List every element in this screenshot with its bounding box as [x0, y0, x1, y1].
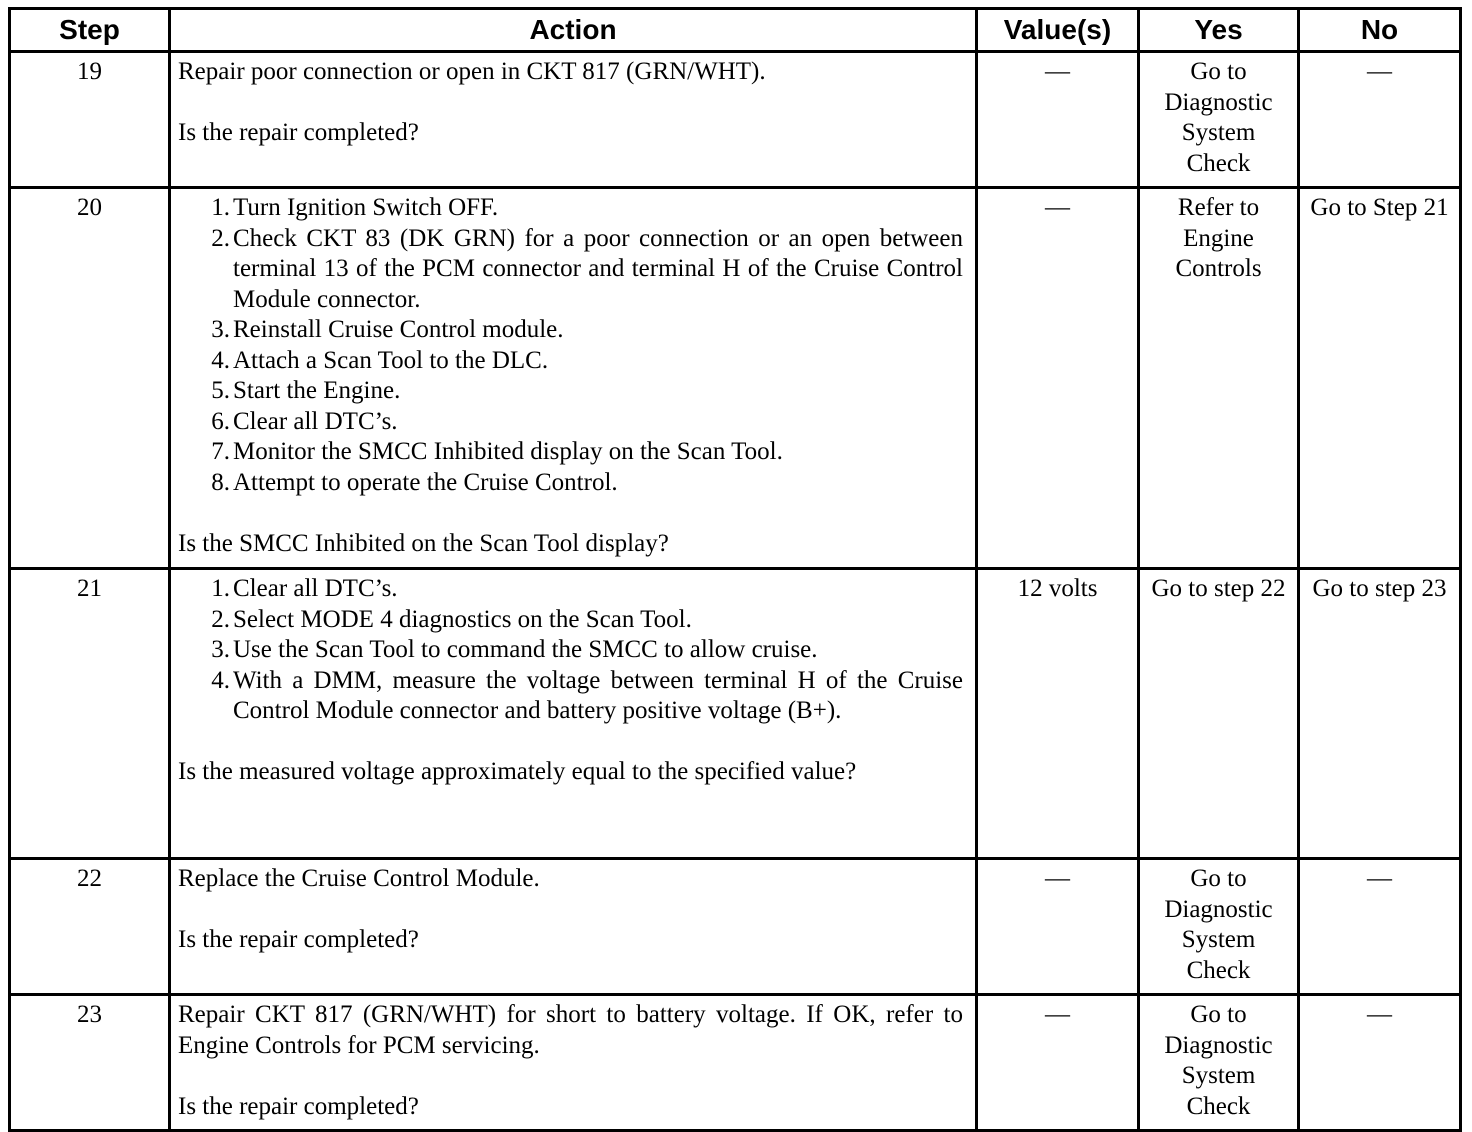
value-cell: 12 volts — [977, 569, 1139, 859]
action-steps — [178, 193, 963, 498]
header-yes: Yes — [1139, 9, 1299, 52]
value-cell: — — [977, 52, 1139, 188]
step-index: 8. — [211, 468, 230, 496]
action-step — [178, 605, 963, 636]
header-no: No — [1299, 9, 1461, 52]
action-step — [178, 376, 963, 407]
step-text: Attach a Scan Tool to the DLC. — [233, 346, 549, 374]
action-step — [178, 407, 963, 438]
step-text: Start the Engine. — [233, 377, 401, 404]
yes-cell: Refer to Engine Controls — [1139, 188, 1299, 569]
no-cell: Go to Step 21 — [1299, 188, 1461, 569]
step-text: Check CKT 83 (DK GRN) for a poor connection or an open between terminal 13 of the PCM connector and terminal H of the Cruise Control Module connector. — [233, 224, 963, 313]
step-number: 19 — [10, 52, 170, 188]
step-index: 7. — [211, 438, 230, 465]
yes-cell: Go to Diagnostic System Check — [1139, 52, 1299, 188]
table-row — [10, 569, 1461, 859]
step-text: Monitor the SMCC Inhibited display on the Scan Tool. — [233, 438, 783, 465]
step-index: 4. — [211, 666, 230, 694]
step-text: Clear all DTC’s. — [233, 575, 398, 602]
action-step — [178, 193, 963, 224]
action-step — [178, 437, 963, 468]
step-text: Select MODE 4 diagnostics on the Scan Tool. — [233, 605, 692, 633]
action-step — [178, 346, 963, 377]
diagnostic-table — [8, 7, 1462, 1132]
step-index: 1. — [211, 194, 230, 221]
step-index: 1. — [211, 575, 230, 602]
step-index: 5. — [211, 377, 230, 404]
header-action: Action — [170, 9, 977, 52]
action-step — [178, 315, 963, 346]
action-text: Repair CKT 817 (GRN/WHT) for short to battery voltage. If OK, refer to Engine Controls for PCM servicing. — [178, 1001, 963, 1059]
action-question: Is the repair completed? — [178, 1092, 419, 1120]
action-step — [178, 468, 963, 499]
step-number: 20 — [10, 188, 170, 569]
action-question: Is the SMCC Inhibited on the Scan Tool display? — [178, 529, 669, 557]
step-text: Turn Ignition Switch OFF. — [233, 194, 499, 221]
action-steps — [178, 574, 963, 727]
yes-cell: Go to Diagnostic System Check — [1139, 859, 1299, 995]
no-cell: — — [1299, 859, 1461, 995]
step-text: Clear all DTC’s. — [233, 407, 398, 435]
action-text: Replace the Cruise Control Module. — [178, 865, 540, 892]
action-question: Is the measured voltage approximately equal to the specified value? — [178, 758, 857, 785]
step-index: 6. — [211, 407, 230, 435]
action-step — [178, 574, 963, 605]
value-cell: — — [977, 995, 1139, 1131]
step-number: 23 — [10, 995, 170, 1131]
step-text: Use the Scan Tool to command the SMCC to allow cruise. — [233, 636, 818, 663]
step-text: With a DMM, measure the voltage between terminal H of the Cruise Control Module connector and battery positive voltage (B+). — [233, 666, 963, 724]
header-values: Value(s) — [977, 9, 1139, 52]
step-number: 22 — [10, 859, 170, 995]
step-index: 4. — [211, 346, 230, 374]
step-text: Attempt to operate the Cruise Control. — [233, 468, 618, 496]
action-step — [178, 224, 963, 316]
step-number: 21 — [10, 569, 170, 859]
action-question: Is the repair completed? — [178, 926, 419, 953]
step-index: 3. — [211, 316, 230, 343]
action-cell — [170, 52, 977, 188]
yes-cell: Go to step 22 — [1139, 569, 1299, 859]
action-step — [178, 666, 963, 727]
table-row — [10, 52, 1461, 188]
table-row — [10, 188, 1461, 569]
action-cell — [170, 995, 977, 1131]
no-cell: Go to step 23 — [1299, 569, 1461, 859]
header-step: Step — [10, 9, 170, 52]
step-index: 2. — [211, 224, 230, 252]
step-index: 2. — [211, 605, 230, 633]
header-row — [10, 9, 1461, 52]
no-cell: — — [1299, 52, 1461, 188]
action-question: Is the repair completed? — [178, 119, 419, 146]
action-cell — [170, 569, 977, 859]
action-cell — [170, 188, 977, 569]
action-cell — [170, 859, 977, 995]
action-step — [178, 635, 963, 666]
step-index: 3. — [211, 636, 230, 663]
yes-cell: Go to Diagnostic System Check — [1139, 995, 1299, 1131]
table-row — [10, 859, 1461, 995]
action-text: Repair poor connection or open in CKT 817 (GRN/WHT). — [178, 58, 766, 85]
step-text: Reinstall Cruise Control module. — [233, 316, 564, 343]
table-row — [10, 995, 1461, 1131]
value-cell: — — [977, 859, 1139, 995]
no-cell: — — [1299, 995, 1461, 1131]
value-cell: — — [977, 188, 1139, 569]
